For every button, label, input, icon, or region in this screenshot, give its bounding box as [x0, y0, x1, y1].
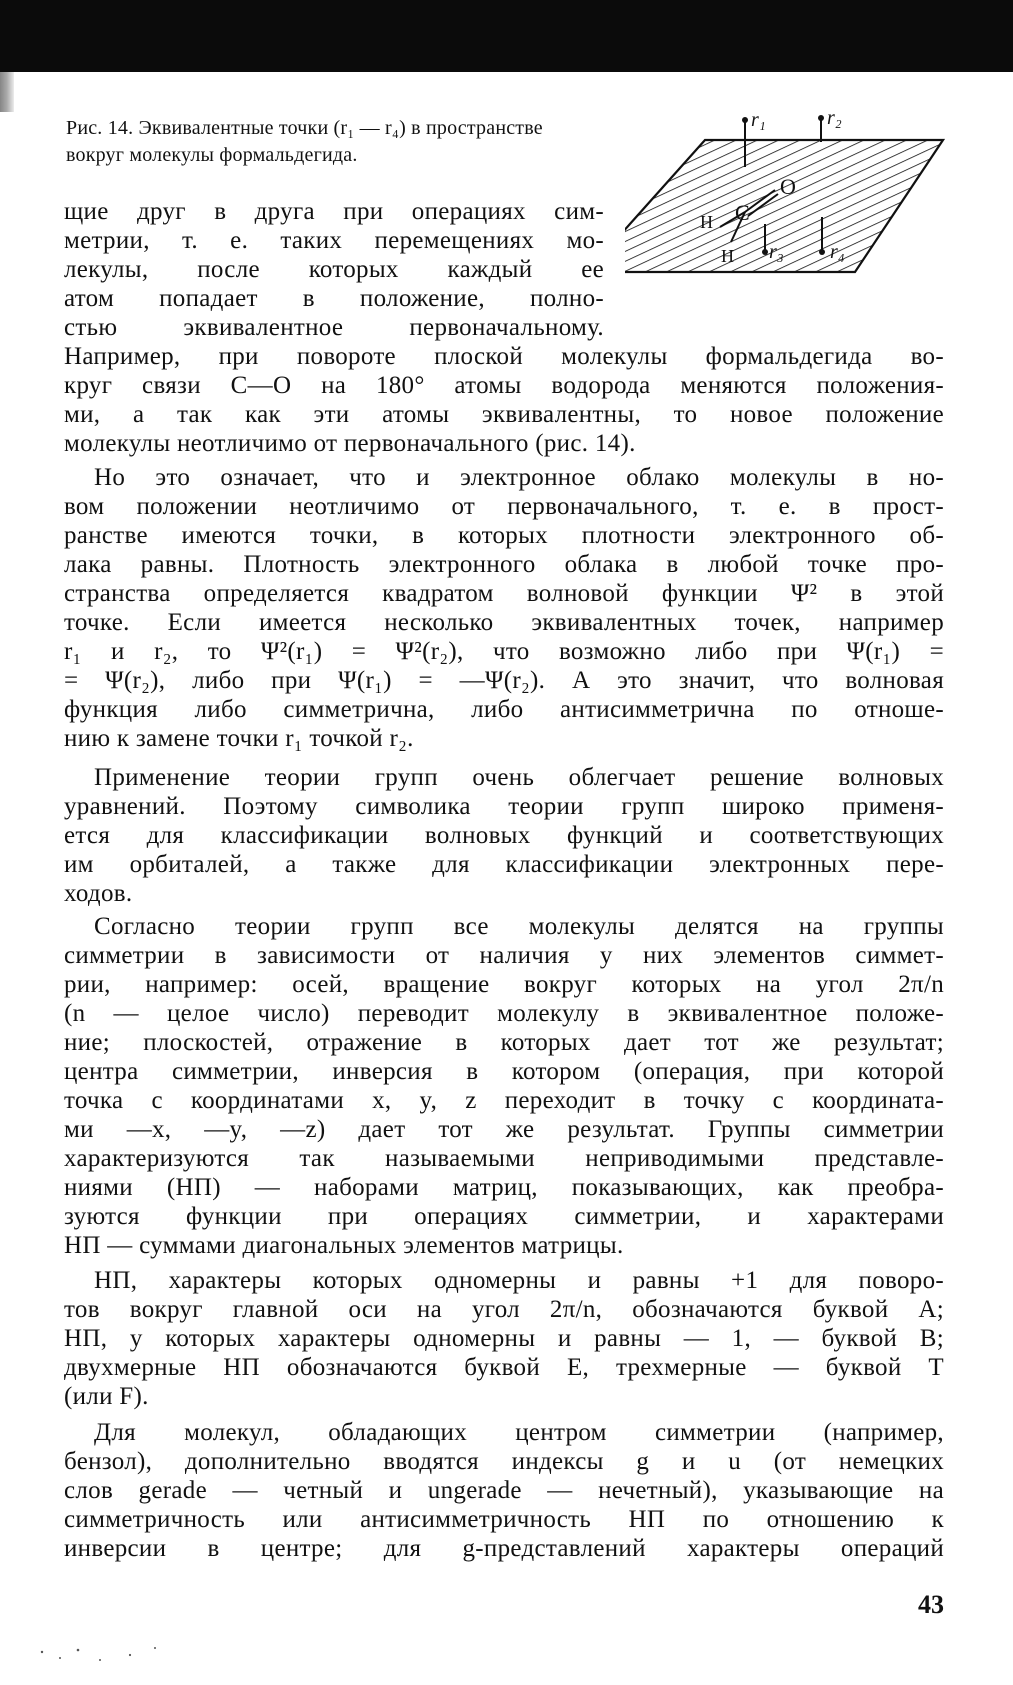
text-line: лака равны. Плотность электронного облака в любой точке про-	[64, 551, 944, 578]
text-line: стью эквивалентное первоначальному.	[64, 314, 604, 341]
text-line: уравнений. Поэтому символика теории групп широко применя-	[64, 793, 944, 820]
scan-edge-shadow	[0, 72, 14, 112]
text-line: тов вокруг главной оси на угол 2π/n, обозначаются буквой A;	[64, 1296, 944, 1323]
r4-point	[819, 249, 825, 255]
text-line: ми, а так как эти атомы эквивалентны, то новое положение	[64, 401, 944, 428]
r3-point	[762, 249, 768, 255]
text-line: симметричность или антисимметричность НП по отношению к	[64, 1506, 944, 1533]
paragraph-1-wrapped	[64, 197, 604, 342]
text-line: метрии, т. е. таких перемещениях мо-	[64, 227, 604, 254]
text-line: точке. Если имеется несколько эквивалентных точек, например	[64, 609, 944, 636]
r3-label: r₃	[769, 241, 784, 263]
paragraph-1-full	[64, 342, 944, 458]
text-line: (n — целое число) переводит молекулу в эквивалентное положе-	[64, 1000, 944, 1027]
figure-caption: Рис. 14. Эквивалентные точки (r₁ — r₄) в пространстве вокруг молекулы формальдегида.	[66, 117, 543, 166]
text-line: точка с координатами x, y, z переходит в точку с координата-	[64, 1087, 944, 1114]
page-number: 43	[918, 1590, 944, 1619]
text-line: Применение теории групп очень облегчает решение волновых	[94, 764, 944, 791]
formaldehyde-figure	[625, 112, 945, 312]
text-line: круг связи С—О на 180° атомы водорода меняются положения-	[64, 372, 944, 399]
r1-point	[742, 117, 748, 123]
text-line: Согласно теории групп все молекулы делятся на группы	[94, 913, 944, 940]
text-line: функция либо симметрична, либо антисимметрична по отноше-	[64, 696, 944, 723]
scan-top-border	[0, 0, 1013, 72]
r4-label: r₄	[830, 241, 845, 263]
text-line: НП, у которых характеры одномерны и равны — 1, — буквой B;	[64, 1325, 944, 1352]
text-line: слов gerade — четный и ungerade — нечетный), указывающие на	[64, 1477, 944, 1504]
text-line: атом попадает в положение, полно-	[64, 285, 604, 312]
carbon-label: C	[735, 200, 750, 225]
text-line: r₁ и r₂, то Ψ²(r₁) = Ψ²(r₂), что возможно либо при Ψ(r₁) =	[64, 638, 944, 665]
hydrogen-lower-label: H	[721, 246, 734, 266]
r2-label: r₂	[827, 112, 842, 129]
text-line: нию к замене точки r₁ точкой r₂.	[64, 725, 414, 752]
paragraph-4	[64, 912, 944, 1260]
scan-specks	[30, 1630, 170, 1670]
text-line: = Ψ(r₂), либо при Ψ(r₁) = —Ψ(r₂). А это значит, что волновая	[64, 667, 944, 694]
r2-point	[818, 115, 824, 121]
text-line: ниями (НП) — наборами матриц, показывающих, как преобра-	[64, 1174, 944, 1201]
text-line: ние; плоскостей, отражение в которых дает тот же результат;	[64, 1029, 944, 1056]
paragraph-6	[64, 1418, 944, 1563]
text-line: характеризуются так называемыми неприводимыми представле-	[64, 1145, 944, 1172]
oxygen-label: O	[780, 174, 796, 199]
r1-label: r₁	[751, 112, 766, 131]
text-line: зуются функции при операциях симметрии, и характерами	[64, 1203, 944, 1230]
paragraph-3	[64, 763, 944, 908]
text-line: Но это означает, что и электронное облако молекулы в но-	[94, 464, 944, 491]
text-line: НП — суммами диагональных элементов матрицы.	[64, 1232, 624, 1259]
text-line: Например, при повороте плоской молекулы формальдегида во-	[64, 343, 944, 370]
paragraph-5	[64, 1266, 944, 1411]
text-line: центра симметрии, инверсия в котором (операция, при которой	[64, 1058, 944, 1085]
text-line: молекулы неотличимо от первоначального (рис. 14).	[64, 430, 636, 457]
text-line: рии, например: осей, вращение вокруг которых на угол 2π/n	[64, 971, 944, 998]
text-line: странства определяется квадратом волновой функции Ψ² в этой	[64, 580, 944, 607]
text-line: НП, характеры которых одномерны и равны +1 для поворо-	[94, 1267, 944, 1294]
text-line: лекулы, после которых каждый ее	[64, 256, 604, 283]
text-line: инверсии в центре; для g-представлений характеры операций	[64, 1535, 944, 1562]
hydrogen-upper-label: H	[700, 212, 713, 232]
text-line: ходов.	[64, 880, 133, 907]
text-line: симметрии в зависимости от наличия у них элементов симмет-	[64, 942, 944, 969]
paragraph-2	[64, 463, 944, 753]
text-line: ранстве имеются точки, в которых плотности электронного об-	[64, 522, 944, 549]
text-line: двухмерные НП обозначаются буквой E, трехмерные — буквой T	[64, 1354, 944, 1381]
text-line: им орбиталей, а также для классификации электронных пере-	[64, 851, 944, 878]
text-line: ми —x, —y, —z) дает тот же результат. Группы симметрии	[64, 1116, 944, 1143]
text-line: ется для классификации волновых функций и соответствующих	[64, 822, 944, 849]
text-line: Для молекул, обладающих центром симметрии (например,	[94, 1419, 944, 1446]
molecular-plane	[625, 140, 943, 272]
text-line: (или F).	[64, 1383, 149, 1410]
text-line: вом положении неотличимо от первоначального, т. е. в прост-	[64, 493, 944, 520]
text-line: щие друг в друга при операциях сим-	[64, 198, 604, 225]
text-line: бензол), дополнительно вводятся индексы g и u (от немецких	[64, 1448, 944, 1475]
